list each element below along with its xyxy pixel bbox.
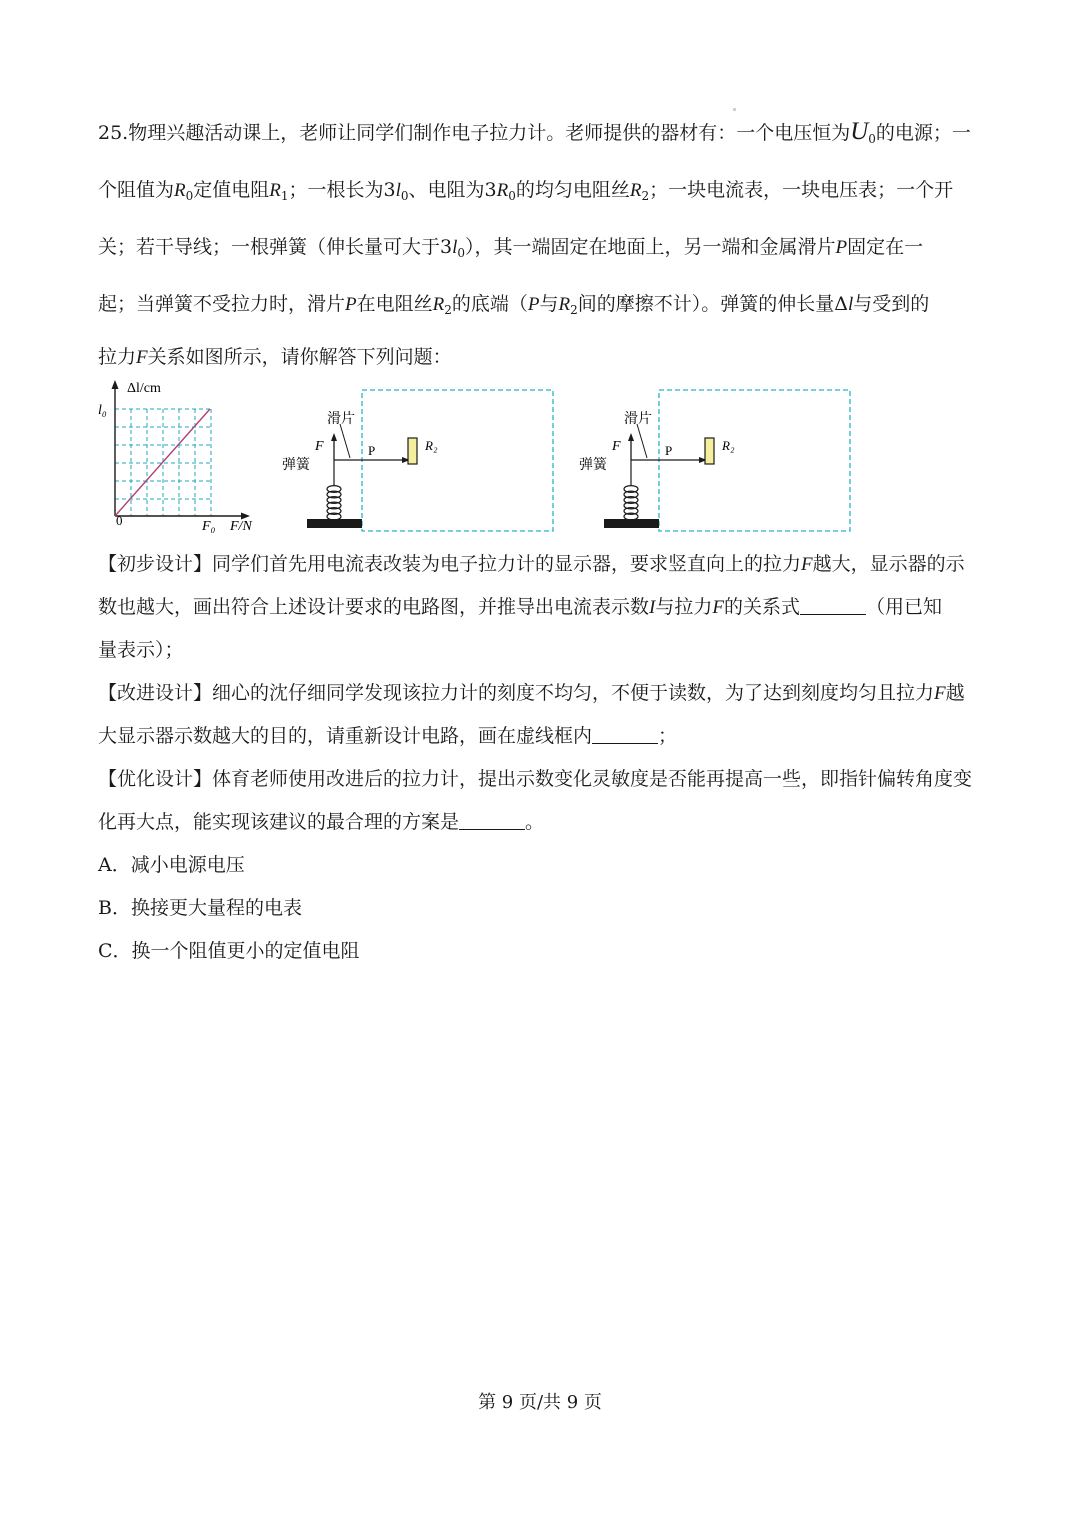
math-subscript: 0 bbox=[508, 189, 516, 203]
answer-blank[interactable] bbox=[800, 594, 866, 615]
math-subscript: 0 bbox=[868, 132, 876, 146]
y-axis-label: Δl/cm bbox=[127, 381, 161, 396]
apparatus-1 bbox=[282, 390, 553, 531]
page-footer: 第 9 页/共 9 页 bbox=[478, 1392, 602, 1413]
point-label: P bbox=[368, 443, 376, 458]
math-subscript: 0 bbox=[400, 189, 409, 203]
math-variable: l bbox=[848, 294, 854, 315]
math-variable: R bbox=[629, 180, 642, 201]
math-variable: F bbox=[712, 597, 724, 618]
resistor-r2 bbox=[408, 438, 417, 464]
slider-pointer-line bbox=[637, 424, 647, 458]
slider-label: 滑片 bbox=[624, 412, 652, 427]
math-variable: U bbox=[850, 118, 869, 145]
math-variable: l bbox=[452, 237, 458, 258]
math-variable: F bbox=[934, 683, 946, 704]
point-label: P bbox=[665, 443, 673, 458]
math-subscript: 0 bbox=[457, 246, 466, 260]
initial-design-line-2: 数也越大，画出符合上述设计要求的电路图，并推导出电流表示数I与拉力F的关系式 （用已知 bbox=[98, 596, 942, 618]
initial-design-line-3: 量表示）； bbox=[98, 639, 184, 661]
math-variable: R bbox=[269, 180, 281, 201]
initial-design-line-1: 【初步设计】同学们首先用电流表改装为电子拉力计的显示器，要求竖直向上的拉力F越大，显示器的示 bbox=[98, 553, 965, 575]
math-variable: l bbox=[395, 180, 401, 201]
math-subscript: 2 bbox=[570, 303, 578, 317]
intro-line-3: 关；若干导线；一根弹簧（伸长量可大于$3l_0$），其一端固定在地面上，另一端和金属滑片P固定在一 bbox=[98, 236, 924, 260]
force-label: F bbox=[612, 439, 621, 454]
math-variable: R bbox=[496, 180, 509, 201]
answer-blank[interactable] bbox=[459, 809, 525, 830]
math-variable: P bbox=[345, 294, 357, 315]
math-variable: F bbox=[136, 347, 148, 368]
x-tick-label: F₀ bbox=[202, 519, 216, 534]
math-subscript: 1 bbox=[280, 189, 289, 203]
intro-line-5: 拉力F关系如图所示，请你解答下列问题： bbox=[98, 346, 452, 368]
math-subscript: 2 bbox=[641, 189, 650, 203]
intro-line-1: 25.物理兴趣活动课上，老师让同学们制作电子拉力计。老师提供的器材有：一个电压恒为$U_0$的电源；一 bbox=[98, 118, 971, 146]
question-intro bbox=[98, 103, 980, 382]
apparatus-2 bbox=[579, 390, 850, 531]
math-variable: R bbox=[174, 180, 186, 201]
x-axis-label: F/N bbox=[230, 519, 252, 534]
y-tick-label: l₀ bbox=[98, 403, 107, 418]
math-variable: F bbox=[801, 554, 813, 575]
intro-line-4: 起；当弹簧不受拉力时，滑片P在电阻丝$R_2$的底端（P与$R_2$间的摩擦不计）。弹簧的伸长量Δl与受到的 bbox=[98, 293, 930, 317]
force-arrowhead bbox=[331, 433, 337, 441]
option-a: A．减小电源电压 bbox=[98, 854, 245, 876]
spring bbox=[327, 486, 341, 520]
optimized-design-line-1: 【优化设计】体育老师使用改进后的拉力计，提出示数变化灵敏度是否能再提高一些，即指针偏转角度变 bbox=[98, 768, 973, 790]
slider-pointer-line bbox=[340, 424, 350, 458]
answer-blank[interactable] bbox=[592, 723, 658, 744]
option-b: B．换接更大量程的电表 bbox=[98, 897, 302, 919]
force-arrowhead bbox=[628, 433, 634, 441]
spring-label: 弹簧 bbox=[282, 458, 310, 473]
improved-design-line-2: 大显示器示数越大的目的，请重新设计电路，画在虚线框内 ； bbox=[98, 725, 678, 747]
math-variable: R bbox=[558, 294, 571, 315]
math-variable: P bbox=[527, 294, 540, 315]
y-axis-arrow bbox=[112, 380, 119, 389]
design-section bbox=[98, 543, 980, 973]
spring-label: 弹簧 bbox=[579, 458, 607, 473]
resistor-label: R₂ bbox=[425, 438, 438, 453]
slider-label: 滑片 bbox=[327, 412, 355, 427]
force-label: F bbox=[315, 439, 324, 454]
option-c: C．换一个阻值更小的定值电阻 bbox=[98, 940, 360, 962]
math-subscript: 2 bbox=[444, 303, 452, 317]
resistor-label: R₂ bbox=[722, 438, 735, 453]
figure-panel bbox=[95, 376, 875, 546]
extension-force-graph bbox=[98, 380, 252, 534]
math-variable: P bbox=[835, 237, 848, 258]
math-variable: I bbox=[649, 597, 656, 618]
optimized-design-line-2: 化再大点，能实现该建议的最合理的方案是 。 bbox=[98, 811, 545, 833]
intro-line-2: 个阻值为$R_0$定值电阻$R_1$；一根长为$3l_0$、电阻为$3R_0$的均匀电阻丝$R_2$；一块电流表，一块电压表；一个开 bbox=[98, 179, 954, 203]
origin-label: 0 bbox=[116, 513, 123, 528]
resistor-r2 bbox=[705, 438, 714, 464]
improved-design-line-1: 【改进设计】细心的沈仔细同学发现该拉力计的刻度不均匀，不便于读数，为了达到刻度均匀且拉力F越 bbox=[98, 682, 965, 704]
math-variable: R bbox=[432, 294, 445, 315]
spring bbox=[624, 486, 638, 520]
math-subscript: 0 bbox=[185, 189, 194, 203]
